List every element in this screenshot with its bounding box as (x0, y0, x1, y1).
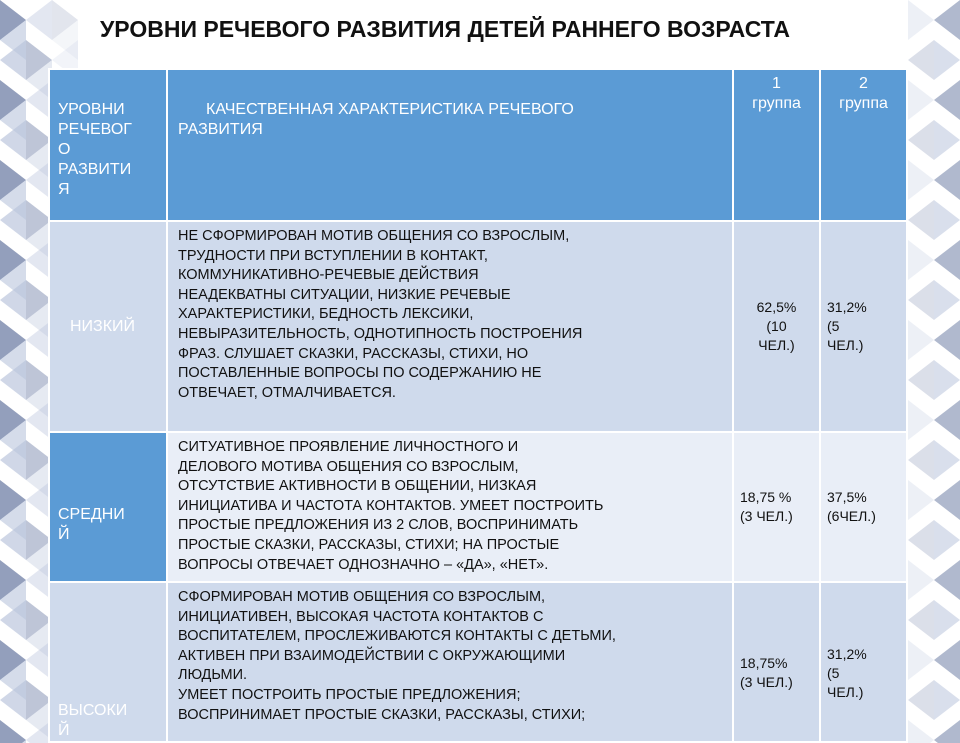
description-line: ФРАЗ. СЛУШАЕТ СКАЗКИ, РАССКАЗЫ, СТИХИ, НО (178, 345, 529, 362)
pattern-triangle (934, 720, 960, 743)
description-line: ПРОСТЫЕ СКАЗКИ, РАССКАЗЫ, СТИХИ; НА ПРОСТЫЕ (178, 536, 560, 553)
description-line: СИТУАТИВНОЕ ПРОЯВЛЕНИЕ ЛИЧНОСТНОГО И (178, 439, 519, 455)
level-label: ВЫСОКИ (58, 702, 128, 719)
level-low (49, 221, 167, 432)
header-levels-line: Я (58, 181, 70, 198)
description-line: ПОСТАВЛЕННЫЕ ВОПРОСЫ ПО СОДЕРЖАНИЮ НЕ (178, 365, 542, 382)
level-description (167, 221, 733, 432)
pattern-triangle (908, 280, 934, 320)
pattern-triangle (908, 640, 934, 680)
description-line: ДЕЛОВОГО МОТИВА ОБЩЕНИЯ СО ВЗРОСЛЫМ, (178, 458, 519, 475)
value-line: ЧЕЛ.) (758, 337, 795, 353)
pattern-triangle (934, 0, 960, 40)
description-line: ОТВЕЧАЕТ, ОТМАЛЧИВАЕТСЯ. (178, 384, 396, 401)
header-group-2 (820, 69, 907, 221)
header-levels-line: О (58, 141, 71, 158)
description-line: ТРУДНОСТИ ПРИ ВСТУПЛЕНИИ В КОНТАКТ, (178, 247, 488, 264)
header-group-2-line: группа (839, 95, 888, 112)
value-line: (5 (827, 664, 840, 681)
page-title: УРОВНИ РЕЧЕВОГО РАЗВИТИЯ ДЕТЕЙ РАННЕГО ВОЗРАСТА (100, 16, 790, 42)
header-levels-line: РАЗВИТИ (58, 161, 132, 178)
level-description (167, 582, 733, 742)
group-2-value (820, 221, 907, 432)
pattern-triangle (908, 160, 934, 200)
pattern-triangle (908, 720, 934, 743)
group-1-value (733, 221, 820, 432)
value-line: 31,2% (827, 645, 867, 662)
level-high (49, 582, 167, 742)
pattern-triangle (908, 200, 934, 240)
description-line: ИНИЦИАТИВА И ЧАСТОТА КОНТАКТОВ. УМЕЕТ ПОСТРОИТЬ (178, 497, 604, 514)
description-line: ВОСПИТАТЕЛЕМ, ПРОСЛЕЖИВАЮТСЯ КОНТАКТЫ С ДЕТЬМИ, (178, 628, 616, 645)
header-group-1 (733, 69, 820, 221)
table-header-row (49, 69, 907, 221)
speech-levels-table (48, 68, 908, 743)
pattern-triangle (908, 400, 934, 440)
header-group-1-line: 1 (772, 75, 781, 92)
header-characteristic-line: КАЧЕСТВЕННАЯ ХАРАКТЕРИСТИКА РЕЧЕВОГО (206, 101, 574, 118)
pattern-triangle (908, 520, 934, 560)
value-line: ЧЕЛ.) (827, 337, 864, 353)
header-group-2-line: 2 (859, 75, 868, 92)
pattern-triangle (908, 680, 934, 720)
value-line: 18,75 % (740, 489, 792, 505)
table-row (49, 432, 907, 582)
group-2-value (820, 582, 907, 742)
level-description (167, 432, 733, 582)
value-line: (3 ЧЕЛ.) (740, 674, 793, 690)
description-line: СФОРМИРОВАН МОТИВ ОБЩЕНИЯ СО ВЗРОСЛЫМ, (178, 589, 546, 605)
value-line: (10 (766, 318, 787, 334)
pattern-triangle (934, 480, 960, 520)
pattern-triangle (908, 320, 934, 360)
value-line: 62,5% (756, 299, 797, 315)
description-line: НЕВЫРАЗИТЕЛЬНОСТЬ, ОДНОТИПНОСТЬ ПОСТРОЕНИЯ (178, 325, 583, 342)
pattern-triangle (934, 280, 960, 320)
value-line: 37,5% (827, 489, 867, 505)
description-line: АКТИВЕН ПРИ ВЗАИМОДЕЙСТВИИ С ОКРУЖАЮЩИМИ (178, 647, 566, 664)
pattern-triangle (908, 600, 934, 640)
pattern-triangle (934, 560, 960, 600)
header-characteristic (167, 69, 733, 221)
value-line: 18,75% (740, 655, 788, 671)
pattern-triangle (26, 0, 52, 40)
pattern-triangle (908, 360, 934, 400)
description-line: ИНИЦИАТИВЕН, ВЫСОКАЯ ЧАСТОТА КОНТАКТОВ С (178, 608, 544, 625)
pattern-triangle (0, 720, 26, 743)
level-label: НИЗКИЙ (70, 317, 136, 335)
pattern-triangle (908, 80, 934, 120)
pattern-triangle (934, 240, 960, 280)
pattern-triangle (908, 560, 934, 600)
description-line: ЛЮДЬМИ. (178, 667, 248, 684)
description-line: ПРОСТЫЕ ПРЕДЛОЖЕНИЯ ИЗ 2 СЛОВ, ВОСПРИНИМАТЬ (178, 517, 579, 534)
description-line: УМЕЕТ ПОСТРОИТЬ ПРОСТЫЕ ПРЕДЛОЖЕНИЯ; (178, 686, 521, 703)
description-line: НЕ СФОРМИРОВАН МОТИВ ОБЩЕНИЯ СО ВЗРОСЛЫМ, (178, 228, 570, 244)
level-label: СРЕДНИ (58, 506, 125, 523)
pattern-triangle (934, 80, 960, 120)
level-medium (49, 432, 167, 582)
value-line: (5 (827, 318, 840, 334)
pattern-triangle (934, 320, 960, 360)
header-levels-line: РЕЧЕВОГ (58, 121, 132, 138)
pattern-triangle (908, 440, 934, 480)
group-1-value (733, 582, 820, 742)
description-line: ВОПРОСЫ ОТВЕЧАЕТ ОДНОЗНАЧНО – «ДА», «НЕТ». (178, 556, 549, 573)
pattern-triangle (908, 120, 934, 160)
value-line: (6ЧЕЛ.) (827, 508, 876, 524)
pattern-triangle (908, 240, 934, 280)
value-line: (3 ЧЕЛ.) (740, 508, 793, 524)
value-line: 31,2% (827, 299, 867, 315)
description-line: ОТСУТСТВИЕ АКТИВНОСТИ В ОБЩЕНИИ, НИЗКАЯ (178, 478, 537, 495)
value-line: ЧЕЛ.) (827, 683, 864, 700)
pattern-triangle (908, 40, 934, 80)
pattern-triangle (934, 120, 960, 160)
pattern-triangle (934, 360, 960, 400)
level-label: Й (58, 526, 70, 543)
pattern-triangle (934, 600, 960, 640)
description-line: КОММУНИКАТИВНО-РЕЧЕВЫЕ ДЕЙСТВИЯ (178, 267, 479, 284)
group-1-value (733, 432, 820, 582)
header-group-1-line: группа (752, 95, 801, 112)
description-line: ХАРАКТЕРИСТИКИ, БЕДНОСТЬ ЛЕКСИКИ, (178, 306, 474, 323)
pattern-triangle (908, 480, 934, 520)
header-levels (49, 69, 167, 221)
group-2-value (820, 432, 907, 582)
pattern-triangle (934, 640, 960, 680)
table-row (49, 221, 907, 432)
table-row (49, 582, 907, 742)
pattern-triangle (934, 160, 960, 200)
header-levels-line: УРОВНИ (58, 101, 125, 118)
level-label: Й (58, 722, 70, 739)
header-characteristic-line: РАЗВИТИЯ (178, 121, 263, 138)
pattern-triangle (934, 200, 960, 240)
pattern-triangle (934, 440, 960, 480)
pattern-triangle (934, 520, 960, 560)
description-line: ВОСПРИНИМАЕТ ПРОСТЫЕ СКАЗКИ, РАССКАЗЫ, СТИХИ; (178, 706, 586, 723)
pattern-triangle (934, 400, 960, 440)
description-line: НЕАДЕКВАТНЫ СИТУАЦИИ, НИЗКИЕ РЕЧЕВЫЕ (178, 286, 511, 303)
pattern-triangle (934, 680, 960, 720)
pattern-triangle (934, 40, 960, 80)
